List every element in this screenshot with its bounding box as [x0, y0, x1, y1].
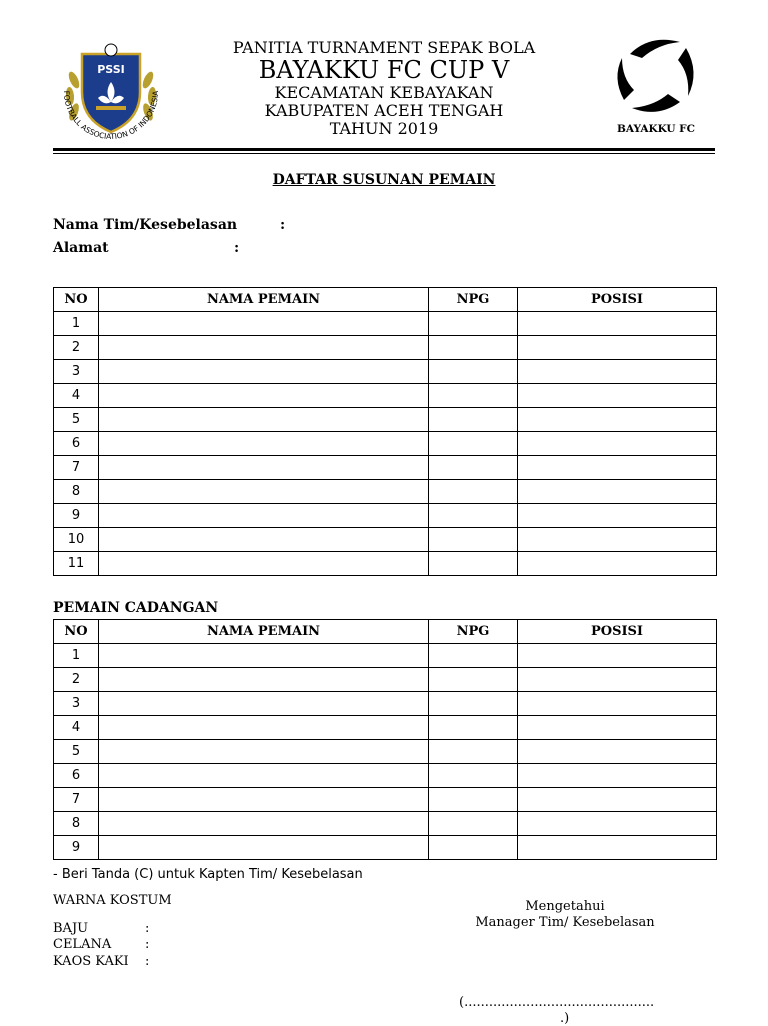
table-header-row — [54, 620, 717, 644]
npg-cell[interactable] — [429, 764, 518, 788]
row-number-cell: 11 — [54, 552, 99, 576]
socks-colon: : — [145, 954, 150, 969]
bayakku-logo-text: BAYAKKU FC — [617, 123, 695, 135]
row-number-cell: 4 — [54, 716, 99, 740]
table-row — [54, 528, 717, 552]
row-number-cell: 4 — [54, 384, 99, 408]
position-cell[interactable] — [518, 312, 717, 336]
npg-cell[interactable] — [429, 384, 518, 408]
position-cell[interactable] — [518, 408, 717, 432]
npg-cell[interactable] — [429, 312, 518, 336]
row-number-cell: 10 — [54, 528, 99, 552]
npg-cell[interactable] — [429, 692, 518, 716]
npg-cell[interactable] — [429, 644, 518, 668]
npg-cell[interactable] — [429, 740, 518, 764]
document-title: DAFTAR SUSUNAN PEMAIN — [272, 172, 496, 188]
player-name-cell[interactable] — [99, 312, 429, 336]
npg-cell[interactable] — [429, 360, 518, 384]
position-cell[interactable] — [518, 336, 717, 360]
player-name-cell[interactable] — [99, 360, 429, 384]
position-cell[interactable] — [518, 788, 717, 812]
position-cell[interactable] — [518, 528, 717, 552]
table-row — [54, 456, 717, 480]
table-row — [54, 788, 717, 812]
player-name-cell[interactable] — [99, 528, 429, 552]
npg-cell[interactable] — [429, 716, 518, 740]
row-number-cell: 2 — [54, 336, 99, 360]
player-name-cell[interactable] — [99, 692, 429, 716]
pssi-logo-text: PSSI — [97, 63, 125, 76]
table-row — [54, 740, 717, 764]
table-row — [54, 644, 717, 668]
row-number-cell: 6 — [54, 432, 99, 456]
row-number-cell: 1 — [54, 312, 99, 336]
header-rule-thick — [53, 148, 715, 151]
row-number-cell: 7 — [54, 456, 99, 480]
header-rule-thin — [53, 153, 715, 154]
row-number-cell: 7 — [54, 788, 99, 812]
player-name-cell[interactable] — [99, 740, 429, 764]
npg-cell[interactable] — [429, 788, 518, 812]
player-name-cell[interactable] — [99, 836, 429, 860]
position-cell[interactable] — [518, 360, 717, 384]
reserve-players-label: PEMAIN CADANGAN — [53, 600, 219, 616]
position-cell[interactable] — [518, 480, 717, 504]
player-name-cell[interactable] — [99, 432, 429, 456]
socks-label: KAOS KAKI — [53, 954, 129, 969]
costume-heading: WARNA KOSTUM — [53, 893, 172, 908]
table-row — [54, 764, 717, 788]
organizer-title: PANITIA TURNAMENT SEPAK BOLA — [232, 38, 536, 57]
player-name-cell[interactable] — [99, 764, 429, 788]
row-number-cell: 8 — [54, 812, 99, 836]
shirt-label: BAJU — [53, 921, 89, 936]
position-cell[interactable] — [518, 836, 717, 860]
year-line: TAHUN 2019 — [329, 119, 439, 138]
table-row — [54, 312, 717, 336]
column-header-position: POSISI — [518, 288, 717, 312]
captain-note: - Beri Tanda (C) untuk Kapten Tim/ Kesebelasan — [53, 867, 363, 882]
position-cell[interactable] — [518, 668, 717, 692]
npg-cell[interactable] — [429, 504, 518, 528]
npg-cell[interactable] — [429, 528, 518, 552]
player-name-cell[interactable] — [99, 456, 429, 480]
player-name-cell[interactable] — [99, 644, 429, 668]
table-row — [54, 692, 717, 716]
table-row — [54, 504, 717, 528]
address-colon: : — [234, 240, 240, 256]
column-header-name: NAMA PEMAIN — [99, 620, 429, 644]
position-cell[interactable] — [518, 812, 717, 836]
team-name-label: Nama Tim/Kesebelasan — [53, 217, 238, 233]
npg-cell[interactable] — [429, 456, 518, 480]
table-row — [54, 360, 717, 384]
player-name-cell[interactable] — [99, 552, 429, 576]
address-label: Alamat — [53, 240, 109, 256]
position-cell[interactable] — [518, 456, 717, 480]
table-row — [54, 716, 717, 740]
table-row — [54, 836, 717, 860]
pants-label: CELANA — [53, 937, 112, 952]
table-row — [54, 552, 717, 576]
tournament-title: BAYAKKU FC CUP V — [258, 56, 510, 84]
row-number-cell: 5 — [54, 740, 99, 764]
pssi-ring-text: FOOTBALL ASSOCIATION OF INDONESIA — [61, 90, 161, 142]
npg-cell[interactable] — [429, 668, 518, 692]
table-header-row — [54, 288, 717, 312]
row-number-cell: 3 — [54, 692, 99, 716]
position-cell[interactable] — [518, 764, 717, 788]
npg-cell[interactable] — [429, 336, 518, 360]
row-number-cell: 8 — [54, 480, 99, 504]
player-name-cell[interactable] — [99, 716, 429, 740]
position-cell[interactable] — [518, 384, 717, 408]
pants-colon: : — [145, 937, 150, 952]
position-cell[interactable] — [518, 716, 717, 740]
row-number-cell: 6 — [54, 764, 99, 788]
manager-label: Manager Tim/ Kesebelasan — [475, 915, 655, 930]
shirt-colon: : — [145, 921, 150, 936]
team-name-colon: : — [280, 217, 286, 233]
player-name-cell[interactable] — [99, 480, 429, 504]
row-number-cell: 3 — [54, 360, 99, 384]
npg-cell[interactable] — [429, 552, 518, 576]
npg-cell[interactable] — [429, 812, 518, 836]
position-cell[interactable] — [518, 692, 717, 716]
player-name-cell[interactable] — [99, 504, 429, 528]
reserve-players-table — [53, 619, 717, 860]
table-row — [54, 668, 717, 692]
player-name-cell[interactable] — [99, 812, 429, 836]
npg-cell[interactable] — [429, 480, 518, 504]
position-cell[interactable] — [518, 504, 717, 528]
npg-cell[interactable] — [429, 408, 518, 432]
column-header-name: NAMA PEMAIN — [99, 288, 429, 312]
position-cell[interactable] — [518, 432, 717, 456]
column-header-position: POSISI — [518, 620, 717, 644]
row-number-cell: 2 — [54, 668, 99, 692]
signature-line-close: .) — [560, 1011, 570, 1026]
table-row — [54, 432, 717, 456]
npg-cell[interactable] — [429, 432, 518, 456]
district-line: KECAMATAN KEBAYAKAN — [274, 83, 494, 102]
player-name-cell[interactable] — [99, 384, 429, 408]
player-name-cell[interactable] — [99, 668, 429, 692]
starting-lineup-table — [53, 287, 717, 576]
table-row — [54, 408, 717, 432]
table-row — [54, 384, 717, 408]
position-cell[interactable] — [518, 644, 717, 668]
column-header-npg: NPG — [429, 620, 518, 644]
player-name-cell[interactable] — [99, 336, 429, 360]
row-number-cell: 5 — [54, 408, 99, 432]
row-number-cell: 9 — [54, 836, 99, 860]
table-row — [54, 480, 717, 504]
column-header-npg: NPG — [429, 288, 518, 312]
bayakku-logo — [610, 34, 702, 136]
player-name-cell[interactable] — [99, 408, 429, 432]
position-cell[interactable] — [518, 740, 717, 764]
npg-cell[interactable] — [429, 836, 518, 860]
signature-line: (.............................................. — [459, 995, 655, 1010]
row-number-cell: 9 — [54, 504, 99, 528]
swirl-ball-icon — [617, 40, 693, 112]
column-header-no: NO — [54, 620, 99, 644]
regency-line: KABUPATEN ACEH TENGAH — [264, 101, 504, 120]
row-number-cell: 1 — [54, 644, 99, 668]
position-cell[interactable] — [518, 552, 717, 576]
table-row — [54, 812, 717, 836]
column-header-no: NO — [54, 288, 99, 312]
player-name-cell[interactable] — [99, 788, 429, 812]
acknowledged-label: Mengetahui — [525, 899, 605, 914]
table-row — [54, 336, 717, 360]
